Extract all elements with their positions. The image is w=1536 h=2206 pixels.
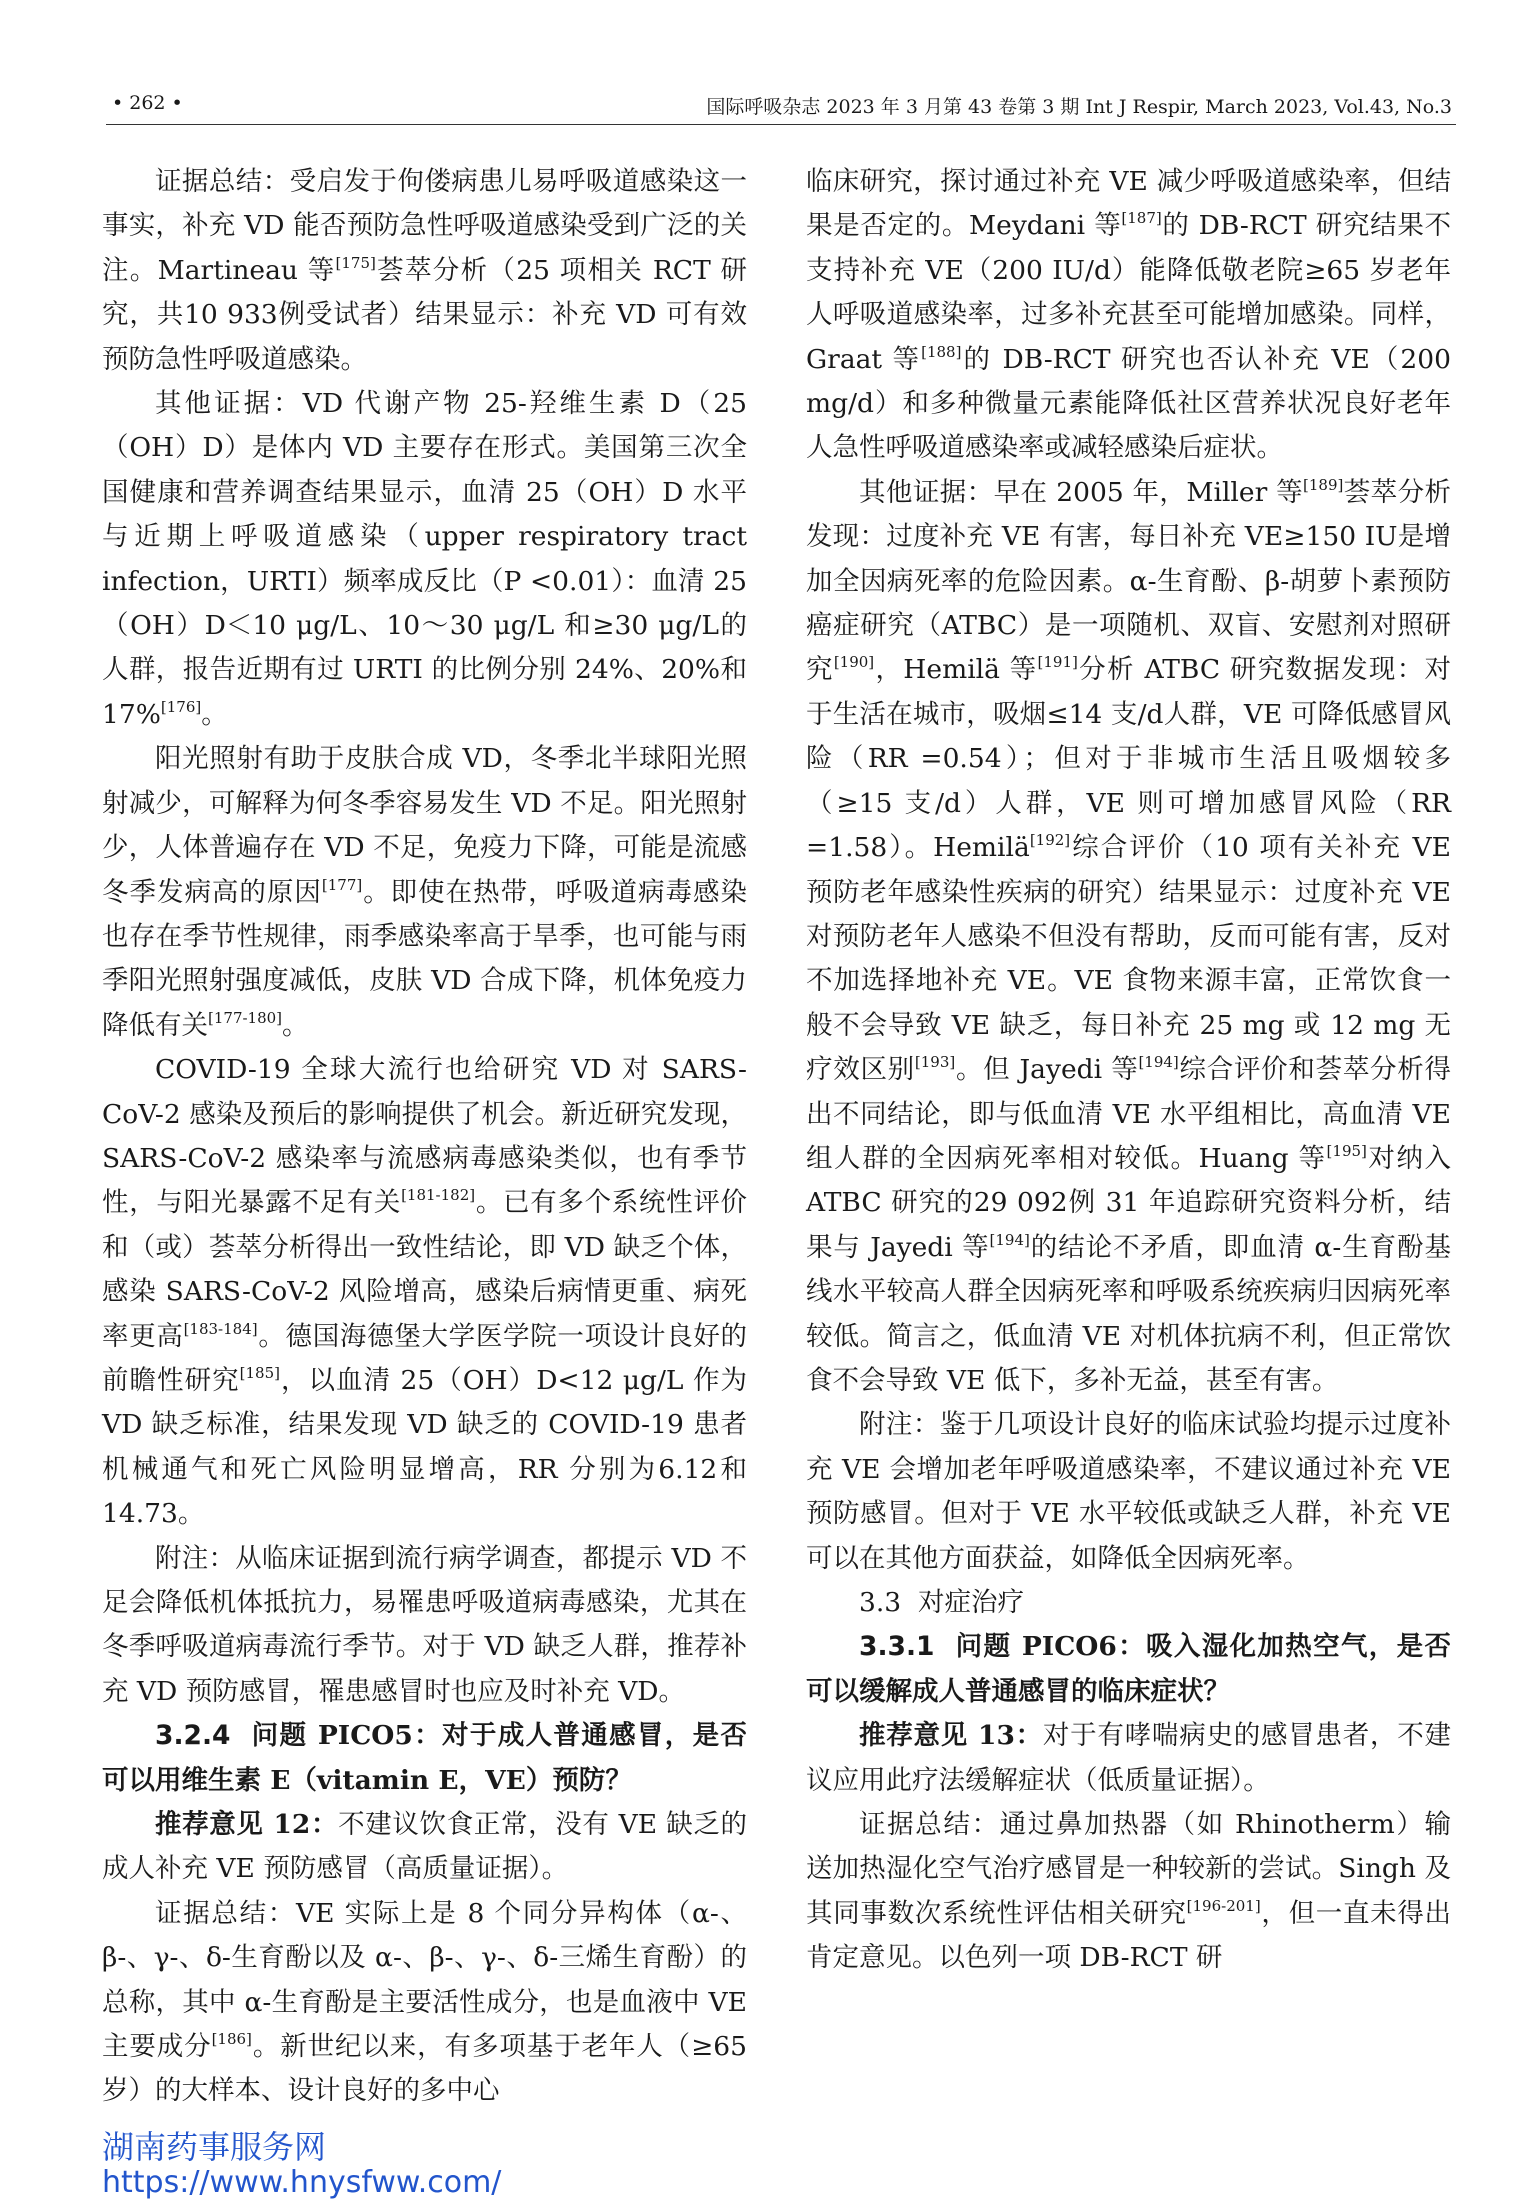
left-column	[102, 160, 747, 2114]
evidence-summary-ve: 证据总结：VE 实际上是 8 个同分异构体（α-、β-、γ-、δ-生育酚以及 α-、β-、γ-、δ-三烯生育酚）的总称，其中 α-生育酚是主要活性成分，也是血液中 VE 主要成分[186]。新世纪以来，有多项基于老年人（≥65 岁）的大样本、设计良好的多中心	[102, 1897, 747, 2107]
right-column	[806, 160, 1451, 1981]
section-heading-3-3-1: 3.3.1 问题 PICO6：吸入湿化加热空气，是否可以缓解成人普通感冒的临床症状？	[806, 1631, 1451, 1707]
header-rule	[106, 124, 1456, 125]
note-ve: 附注：鉴于几项设计良好的临床试验均提示过度补充 VE 会增加老年呼吸道感染率，不建议通过补充 VE 预防感冒。但对于 VE 水平较低或缺乏人群，补充 VE 可以在其他方面获益，如降低全因病死率。	[806, 1409, 1451, 1574]
recommendation-13: 推荐意见 13：对于有哮喘病史的感冒患者，不建议应用此疗法缓解症状（低质量证据）。	[806, 1720, 1451, 1796]
section-heading-3-3: 3.3 对症治疗	[859, 1587, 1025, 1618]
other-evidence-ve: 其他证据：早在 2005 年，Miller 等[189]荟萃分析发现：过度补充 VE 有害，每日补充 VE≥150 IU是增加全因病死率的危险因素。α-生育酚、β-胡萝卜素预防癌症研究（ATBC）是一项随机、双盲、安慰剂对照研究[190]，Hemilä 等[191]分析 ATBC 研究数据发现：对于生活在城市，吸烟≤14 支/d人群，VE 可降低感冒风险（RR =0.54）；但对于非城市生活且吸烟较多（≥15 支/d）人群，VE 则可增加感冒风险（RR =1.58）。Hemilä[192]综合评价（10 项有关补充 VE 预防老年感染性疾病的研究）结果显示：过度补充 VE 对预防老年人感染不但没有帮助，反而可能有害，反对不加选择地补充 VE。VE 食物来源丰富，正常饮食一般不会导致 VE 缺乏，每日补充 25 mg 或 12 mg 无疗效区别[193]。但 Jayedi 等[194]综合评价和荟萃分析得出不同结论，即与低血清 VE 水平组相比，高血清 VE 组人群的全因病死率相对较低。Huang 等[195]对纳入 ATBC 研究的29 092例 31 年追踪研究资料分析，结果与 Jayedi 等[194]的结论不矛盾，即血清 α-生育酚基线水平较高人群全因病死率和呼吸系统疾病归因病死率较低。简言之，低血清 VE 对机体抗病不利，但正常饮食不会导致 VE 低下，多补无益，甚至有害。	[806, 475, 1452, 1396]
evidence-summary-vd: 证据总结：受启发于佝偻病患儿易呼吸道感染这一事实，补充 VD 能否预防急性呼吸道感染受到广泛的关注。Martineau 等[175]荟萃分析（25 项相关 RCT 研究，共10 933例受试者）结果显示：补充 VD 可有效预防急性呼吸道感染。	[102, 166, 747, 375]
recommendation-12: 推荐意见 12：不建议饮食正常，没有 VE 缺乏的成人补充 VE 预防感冒（高质量证据）。	[102, 1809, 747, 1885]
ve-clinical-studies: 临床研究，探讨通过补充 VE 减少呼吸道感染率，但结果是否定的。Meydani 等[187]的 DB-RCT 研究结果不支持补充 VE（200 IU/d）能降低敬老院≥65 岁老年人呼吸道感染率，过多补充甚至可能增加感染。同样，Graat 等[188]的 DB-RCT 研究也否认补充 VE（200 mg/d）和多种微量元素能降低社区营养状况良好老年人急性呼吸道感染率或减轻感染后症状。	[806, 166, 1451, 464]
section-heading-3-2-4: 3.2.4 问题 PICO5：对于成人普通感冒，是否可以用维生素 E（vitamin E，VE）预防？	[102, 1720, 747, 1796]
covid-paragraph: COVID-19 全球大流行也给研究 VD 对 SARS-CoV-2 感染及预后的影响提供了机会。新近研究发现，SARS-CoV-2 感染率与流感病毒感染类似，也有季节性，与阳光暴露不足有关[181-182]。已有多个系统性评价和（或）荟萃分析得出一致性结论，即 VD 缺乏个体，感染 SARS-CoV-2 风险增高，感染后病情更重、病死率更高[183-184]。德国海德堡大学医学院一项设计良好的前瞻性研究[185]，以血清 25（OH）D<12 μg/L 作为 VD 缺乏标准，结果发现 VD 缺乏的 COVID-19 患者机械通气和死亡风险明显增高，RR 分别为6.12和14.73。	[102, 1054, 748, 1530]
note-vd: 附注：从临床证据到流行病学调查，都提示 VD 不足会降低机体抵抗力，易罹患呼吸道病毒感染，尤其在冬季呼吸道病毒流行季节。对于 VD 缺乏人群，推荐补充 VD 预防感冒，罹患感冒时也应及时补充 VD。	[102, 1542, 747, 1707]
evidence-summary-humidified-air: 证据总结：通过鼻加热器（如 Rhinotherm）输送加热湿化空气治疗感冒是一种较新的尝试。Singh 及其同事数次系统性评估相关研究[196-201]，但一直未得出肯定意见。以色列一项 DB-RCT 研	[806, 1809, 1452, 1974]
other-evidence-vd: 其他证据：VD 代谢产物 25-羟维生素 D（25（OH）D）是体内 VD 主要存在形式。美国第三次全国健康和营养调查结果显示，血清 25（OH）D 水平与近期上呼吸道感染（upper respiratory tract infection，URTI）频率成反比（P <0.01）：血清 25（OH）D＜10 μg/L、10～30 μg/L 和≥30 μg/L的人群，报告近期有过 URTI 的比例分别 24%、20%和 17%[176]。	[102, 388, 747, 730]
journal-citation: 国际呼吸杂志 2023 年 3 月第 43 卷第 3 期 Int J Respir, March 2023, Vol.43, No.3	[706, 96, 1452, 118]
watermark-site-name: 湖南药事服务网	[102, 2128, 327, 2166]
page-number: • 262 •	[112, 92, 183, 114]
running-header	[112, 92, 1452, 118]
watermark	[102, 2128, 501, 2200]
watermark-url[interactable]: https://www.hnysfww.com/	[102, 2165, 502, 2200]
sunlight-paragraph: 阳光照射有助于皮肤合成 VD，冬季北半球阳光照射减少，可解释为何冬季容易发生 VD 不足。阳光照射少，人体普遍存在 VD 不足，免疫力下降，可能是流感冬季发病高的原因[177]。即使在热带，呼吸道病毒感染也存在季节性规律，雨季感染率高于旱季，也可能与雨季阳光照射强度减低，皮肤 VD 合成下降，机体免疫力降低有关[177-180]。	[102, 743, 747, 1041]
